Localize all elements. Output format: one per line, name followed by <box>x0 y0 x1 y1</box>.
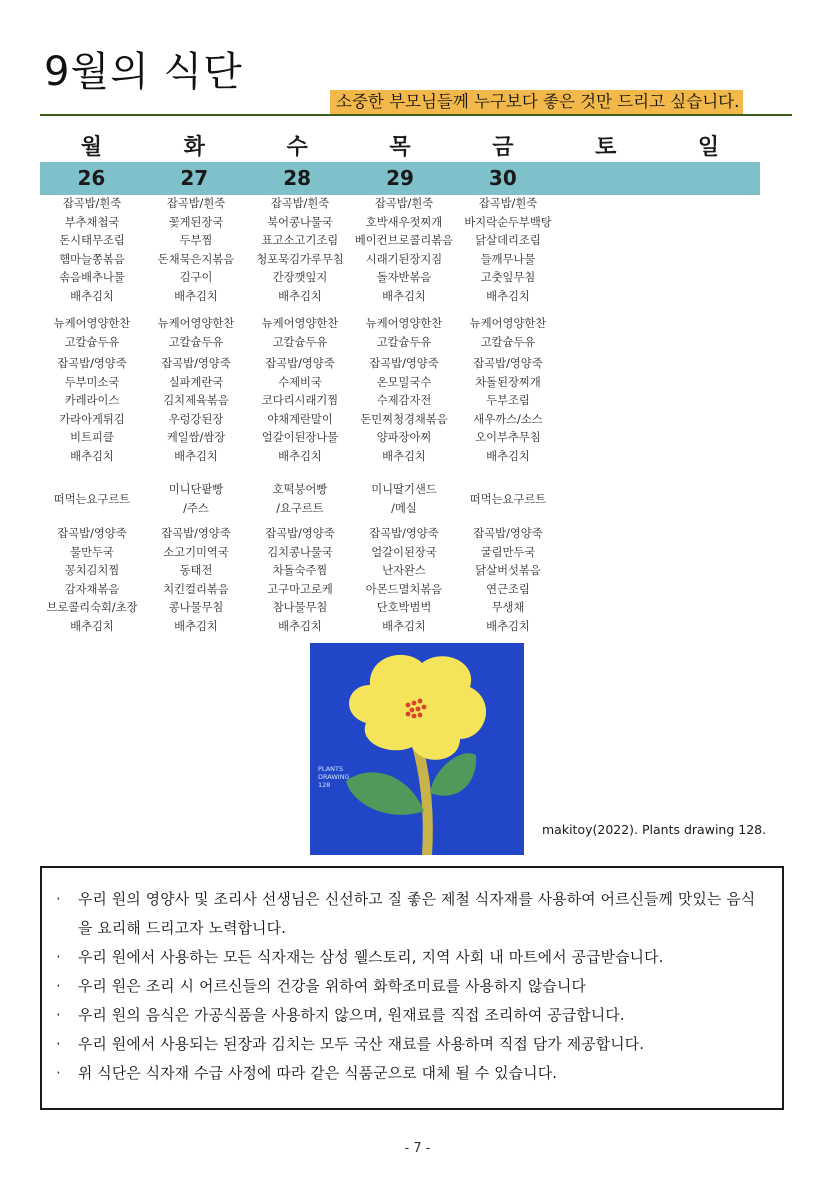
menu-item: 동태전 <box>179 564 213 578</box>
menu-item: 차돌숙주찜 <box>272 564 328 578</box>
notice-text: 우리 원의 음식은 가공식품을 사용하지 않으며, 원재료를 직접 조리하여 공급합니다. <box>78 1007 625 1024</box>
notice-text: 우리 원에서 사용되는 된장과 김치는 모두 국산 재료를 사용하며 직접 담가 제공합니다. <box>78 1036 645 1053</box>
meal-dinner <box>144 523 248 645</box>
flower-illustration <box>310 643 524 855</box>
menu-grid <box>40 195 560 645</box>
menu-item: 뉴케어영양한찬 <box>53 317 131 330</box>
flower-artwork <box>310 643 524 855</box>
menu-item: 들깨무나물 <box>480 252 536 266</box>
menu-item: 잡곡밥/흰죽 <box>478 197 538 210</box>
menu-item: 배추김치 <box>174 619 218 633</box>
weekday-fri: 금 <box>492 135 514 160</box>
menu-item: 배추김치 <box>174 449 218 463</box>
menu-item: 브로콜리숙회/초장 <box>46 601 138 615</box>
menu-item: 카레라이스 <box>64 394 120 408</box>
menu-item: 배추김치 <box>486 449 530 463</box>
menu-day-column <box>40 195 144 645</box>
menu-item: 김치콩나물국 <box>267 545 333 559</box>
menu-item: 꽁치김치찜 <box>64 564 120 578</box>
menu-item: 배추김치 <box>278 619 322 633</box>
date-sun <box>657 162 760 195</box>
date-thu: 29 <box>386 166 414 190</box>
notice-text: 위 식단은 식자재 수급 사정에 따라 같은 식품군으로 대체 될 수 있습니다. <box>78 1065 558 1082</box>
menu-item: 고칼슘두유 <box>64 335 120 349</box>
notice-item <box>56 885 768 943</box>
weekday-header <box>40 130 760 160</box>
menu-item: 콩나물무침 <box>168 601 224 615</box>
menu-item: 간장깻잎지 <box>272 271 328 285</box>
menu-item: 두부미소국 <box>64 375 120 389</box>
menu-item: 잡곡밥/흰죽 <box>166 197 226 210</box>
menu-item: 배추김치 <box>486 289 530 303</box>
menu-item: 야채계란말이 <box>267 412 333 426</box>
menu-item: 부추채첩국 <box>64 215 120 229</box>
notice-item <box>56 1059 768 1088</box>
weekday-sun: 일 <box>697 135 720 160</box>
meal-lunch <box>40 355 144 477</box>
meal-lunch <box>248 355 352 477</box>
menu-item: 배추김치 <box>382 449 426 463</box>
menu-item: 뉴케어영양한찬 <box>261 317 339 330</box>
menu-item: 배추김치 <box>278 449 322 463</box>
menu-item: 잡곡밥/영양죽 <box>57 357 127 370</box>
notice-text: 우리 원에서 사용하는 모든 식자재는 삼성 웰스토리, 지역 사회 내 마트에서 공급받습니다. <box>78 949 664 966</box>
menu-item: 햄마늘쫑볶음 <box>59 252 125 266</box>
meal-lunch <box>456 355 560 477</box>
menu-item: 잡곡밥/영양죽 <box>265 357 335 370</box>
menu-item: 새우까스/소스 <box>473 412 543 426</box>
menu-item: 난자완스 <box>382 564 426 578</box>
bullet-icon: · <box>56 1036 61 1053</box>
menu-item: 북어콩나물국 <box>267 215 333 229</box>
menu-item: /주스 <box>183 502 209 515</box>
meal-breakfast <box>144 195 248 313</box>
menu-item: 차돌된장찌개 <box>475 375 541 389</box>
header-divider <box>40 114 792 116</box>
menu-item: 고칼슘두유 <box>376 335 432 349</box>
menu-item: 두부찜 <box>179 234 213 248</box>
menu-item: 닭살버섯볶음 <box>475 564 541 578</box>
menu-item: 잡곡밥/영양죽 <box>473 357 543 370</box>
weekday-mon: 월 <box>80 135 103 160</box>
menu-item: 수제비국 <box>278 375 322 389</box>
meal-snack-pm <box>352 477 456 523</box>
menu-item: /메실 <box>391 502 417 515</box>
notice-text: 우리 원은 조리 시 어르신들의 건강을 위하여 화학조미료를 사용하지 않습니다 <box>78 978 586 995</box>
meal-lunch <box>144 355 248 477</box>
menu-day-column <box>248 195 352 645</box>
menu-item: 가라아게튀김 <box>59 412 125 426</box>
bullet-icon: · <box>56 949 61 966</box>
menu-item: 배추김치 <box>382 289 426 303</box>
meal-snack-pm <box>144 477 248 523</box>
menu-item: 온모밀국수 <box>376 375 432 389</box>
menu-item: 감자채볶음 <box>64 582 120 596</box>
menu-item: 아몬드멸치볶음 <box>365 582 443 596</box>
meal-snack-am <box>456 315 560 355</box>
meal-breakfast <box>352 195 456 313</box>
menu-item: 떠먹는요구르트 <box>469 492 547 506</box>
bullet-icon: · <box>56 1007 61 1024</box>
menu-item: 잡곡밥/흰죽 <box>62 197 122 210</box>
notice-item <box>56 1001 768 1030</box>
meal-snack-am <box>352 315 456 355</box>
page-number: - 7 - <box>404 1141 431 1156</box>
menu-item: 꽃게된장국 <box>168 215 224 229</box>
menu-item: 오이부추무침 <box>475 431 541 445</box>
menu-item: 미니단팥빵 <box>168 483 224 497</box>
menu-item: 배추김치 <box>278 289 322 303</box>
weekday-sat: 토 <box>595 135 617 160</box>
menu-item: 소고기미역국 <box>163 545 229 559</box>
menu-item: 김치제육볶음 <box>163 394 229 408</box>
date-bar <box>40 162 760 195</box>
menu-item: 참나물무침 <box>272 601 328 615</box>
motto-banner: 소중한 부모님들께 누구보다 좋은 것만 드리고 싶습니다. <box>330 90 743 114</box>
menu-item: 잡곡밥/흰죽 <box>374 197 434 210</box>
menu-item: 비트피클 <box>70 431 114 445</box>
menu-item: 잡곡밥/영양죽 <box>369 527 439 540</box>
date-tue: 27 <box>180 166 209 190</box>
menu-item: 청포묵김가루무침 <box>256 252 344 266</box>
menu-item: 고칼슘두유 <box>168 335 224 349</box>
weekday-tue: 화 <box>183 135 205 160</box>
menu-item: 잡곡밥/영양죽 <box>473 527 543 540</box>
meal-snack-pm <box>456 477 560 523</box>
menu-item: 배추김치 <box>382 619 426 633</box>
menu-item: 베이컨브로콜리볶음 <box>354 234 454 248</box>
notice-item <box>56 972 768 1001</box>
menu-day-column <box>456 195 560 645</box>
menu-item: 고칼슘두유 <box>272 335 328 349</box>
meal-breakfast <box>248 195 352 313</box>
menu-item: 잡곡밥/영양죽 <box>265 527 335 540</box>
menu-item: 호떡붕어빵 <box>272 483 328 497</box>
notice-box <box>40 866 784 1110</box>
menu-item: 뉴케어영양한찬 <box>469 317 547 330</box>
menu-item: 수제감자전 <box>376 394 432 408</box>
menu-item: 닭살데리조림 <box>475 234 541 248</box>
meal-lunch <box>352 355 456 477</box>
menu-item: 얼갈이된장국 <box>371 545 437 559</box>
menu-item: 고춧잎무침 <box>480 271 536 285</box>
menu-item: 잡곡밥/영양죽 <box>57 527 127 540</box>
menu-item: 배추김치 <box>70 619 114 633</box>
menu-item: 고구마고로케 <box>267 582 333 596</box>
notice-item <box>56 1030 768 1059</box>
menu-day-column <box>144 195 248 645</box>
menu-item: 김구이 <box>179 271 213 285</box>
menu-item: 케일쌈/쌈장 <box>166 431 226 445</box>
menu-item: 미니딸기샌드 <box>371 483 437 497</box>
menu-item: 잡곡밥/영양죽 <box>369 357 439 370</box>
menu-item: 고칼슘두유 <box>480 335 536 349</box>
meal-snack-pm <box>40 477 144 523</box>
weekday-thu: 목 <box>389 135 411 160</box>
menu-item: 배추김치 <box>70 289 114 303</box>
menu-item: 돈시태무조림 <box>59 234 125 248</box>
menu-item: 물만두국 <box>70 545 114 559</box>
meal-breakfast <box>456 195 560 313</box>
menu-item: 배추김치 <box>174 289 218 303</box>
svg-text:PLANTS: PLANTS <box>318 765 344 773</box>
menu-item: 우렁강된장 <box>168 412 224 426</box>
menu-item: 단호박범벅 <box>376 601 432 615</box>
page-title: 9월의 식단 <box>44 49 243 95</box>
menu-item: 뉴케어영양한찬 <box>365 317 443 330</box>
meal-dinner <box>40 523 144 645</box>
menu-item: 솎음배추나물 <box>59 271 125 285</box>
menu-item: 배추김치 <box>70 449 114 463</box>
meal-snack-am <box>144 315 248 355</box>
date-mon: 26 <box>77 166 106 190</box>
menu-item: 뉴케어영양한찬 <box>157 317 235 330</box>
notice-item <box>56 943 768 972</box>
meal-breakfast <box>40 195 144 313</box>
menu-day-column <box>352 195 456 645</box>
meal-snack-am <box>248 315 352 355</box>
meal-dinner <box>248 523 352 645</box>
menu-item: 돈민찌청경채볶음 <box>360 412 448 426</box>
menu-item: 잡곡밥/흰죽 <box>270 197 330 210</box>
menu-item: /요구르트 <box>276 502 324 515</box>
menu-item: 양파장아찌 <box>376 431 432 445</box>
menu-item: 시래기된장지짐 <box>365 252 443 266</box>
menu-item: 얼갈이된장나물 <box>261 431 339 445</box>
meal-snack-am <box>40 315 144 355</box>
menu-item: 배추김치 <box>486 619 530 633</box>
meal-dinner <box>352 523 456 645</box>
bullet-icon: · <box>56 1065 61 1082</box>
menu-item: 연근조림 <box>486 582 530 596</box>
date-sat <box>554 162 657 195</box>
menu-item: 실파계란국 <box>168 375 224 389</box>
bullet-icon: · <box>56 891 61 908</box>
menu-item: 잡곡밥/영양죽 <box>161 527 231 540</box>
date-fri: 30 <box>488 166 517 190</box>
menu-item: 치킨컬리볶음 <box>163 582 229 596</box>
date-wed: 28 <box>283 166 312 190</box>
menu-item: 돈채묵은지볶음 <box>157 252 235 266</box>
menu-item: 떠먹는요구르트 <box>53 492 131 506</box>
weekday-wed: 수 <box>286 135 308 160</box>
menu-item: 코다리시래기찜 <box>261 394 339 408</box>
menu-item: 바지락순두부백탕 <box>464 215 552 229</box>
meal-snack-pm <box>248 477 352 523</box>
menu-item: 표고소고기조림 <box>261 234 339 248</box>
menu-item: 돌자반볶음 <box>376 271 432 285</box>
svg-text:128: 128 <box>318 781 331 789</box>
menu-item: 굴림만두국 <box>480 545 536 559</box>
notice-text: 우리 원의 영양사 및 조리사 선생님은 신선하고 질 좋은 제철 식자재를 사용하여 어르신들께 맛있는 음식을 요리해 드리고자 노력합니다. <box>78 891 756 937</box>
artwork-caption: makitoy(2022). Plants drawing 128. <box>542 822 767 837</box>
menu-item: 무생채 <box>491 601 525 615</box>
svg-text:DRAWING: DRAWING <box>318 773 350 781</box>
meal-dinner <box>456 523 560 645</box>
menu-item: 두부조림 <box>486 394 530 408</box>
menu-item: 잡곡밥/영양죽 <box>161 357 231 370</box>
bullet-icon: · <box>56 978 61 995</box>
menu-item: 호박새우젓찌개 <box>365 215 443 229</box>
